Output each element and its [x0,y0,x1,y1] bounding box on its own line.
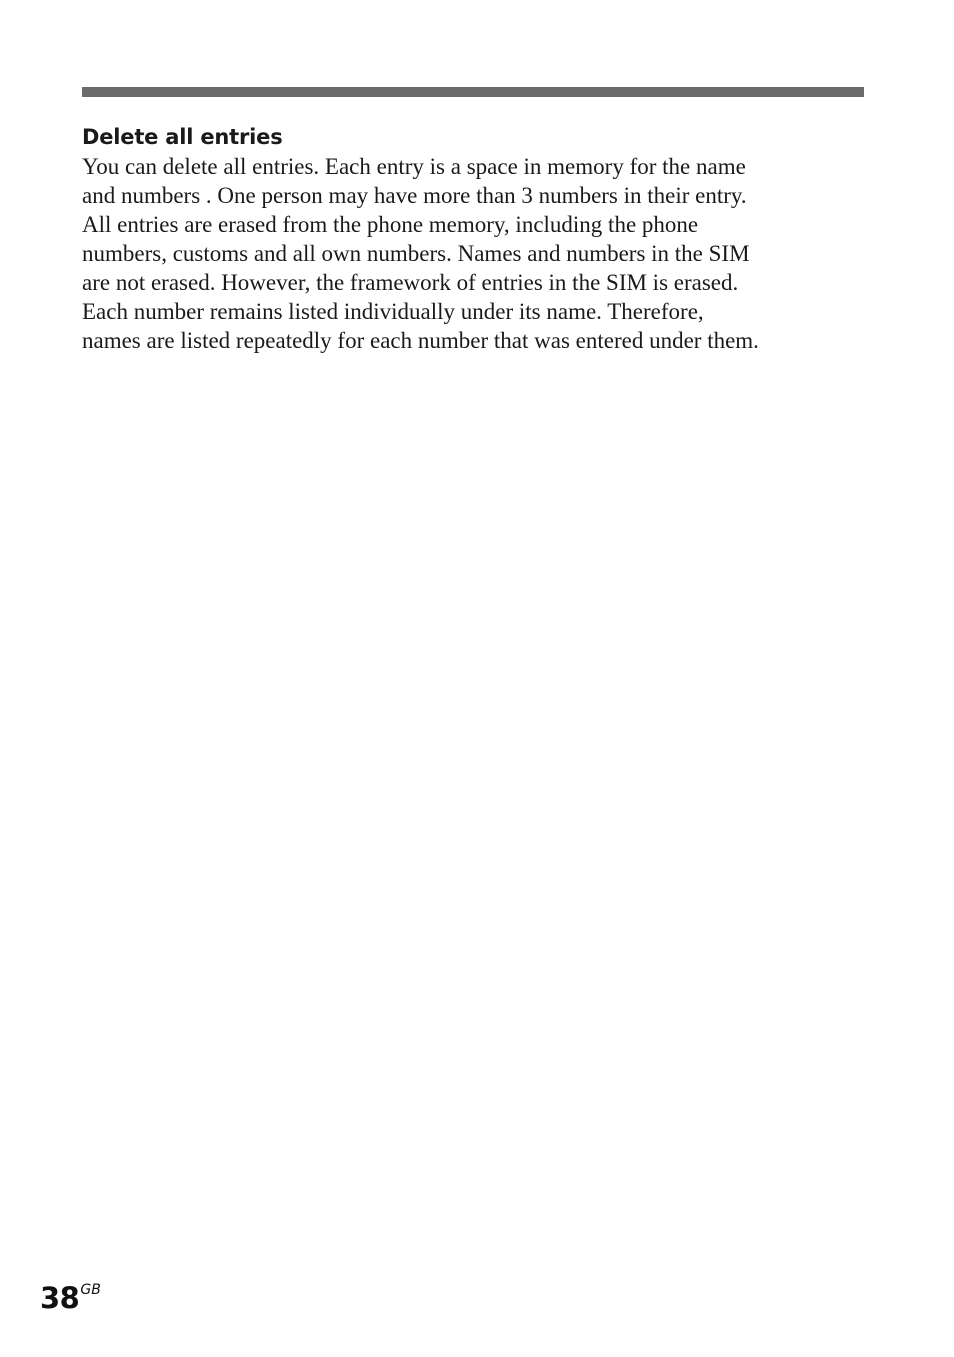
delete-all-entries-section [82,122,872,355]
body-line: are not erased. However, the framework of entries in the SIM is erased. [82,270,739,295]
page-number [40,1270,101,1318]
top-divider-rule [82,87,864,97]
page-number-suffix: GB [80,1282,101,1298]
page-number-value: 38 [40,1281,80,1315]
body-line: Each number remains listed individually under its name. Therefore, [82,299,704,324]
body-line: All entries are erased from the phone memory, including the phone [82,212,699,237]
body-line: and numbers . One person may have more than 3 numbers in their entry. [82,183,747,208]
body-line: You can delete all entries. Each entry is a space in memory for the name [82,154,746,179]
body-line: names are listed repeatedly for each number that was entered under them. [82,328,759,353]
body-paragraph [82,152,872,355]
section-heading: Delete all entries [82,125,283,149]
body-line: numbers, customs and all own numbers. Names and numbers in the SIM [82,241,750,266]
